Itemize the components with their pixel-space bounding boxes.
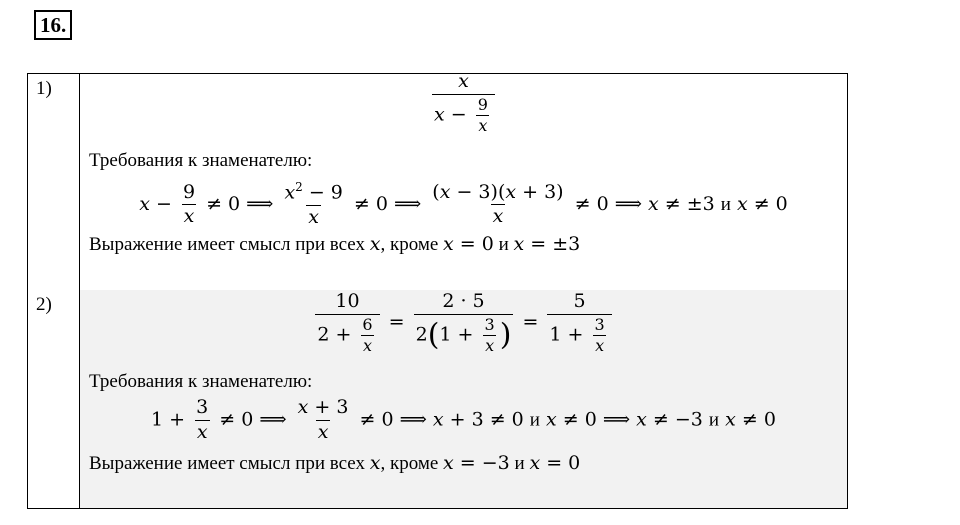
row-label: 1)	[36, 78, 52, 99]
solution-row-2	[28, 290, 847, 508]
row-label: 2)	[36, 294, 52, 315]
solution-table	[27, 70, 848, 509]
requirement-text: Требования к знаменателю:	[89, 150, 313, 171]
row-content-cell	[80, 70, 847, 290]
problem-number: 16.	[34, 10, 72, 40]
row-number-cell	[28, 74, 80, 290]
given-expression: 10 2 + $\frac{6}{x}$ = 2 · 5 2(1 + $\frac{3}{x}$ ) = 5 1 + $\frac{3}{x}$	[80, 290, 847, 356]
row-number-cell	[28, 290, 80, 508]
conclusion-text: Выражение имеет смысл при всех x, кроме x = −3 и x = 0	[89, 452, 581, 474]
derivation-line: x − $\frac{9}{x}$ ≠ 0 ⟹ $\frac{x^2 - 9}{x}$ ≠ 0 ⟹ $\frac{(x - 3)(x + 3)}{x}$ ≠ 0 ⟹ x ≠ ±3 и x ≠ 0	[139, 180, 788, 229]
requirement-text: Требования к знаменателю:	[89, 371, 313, 392]
solution-row-1	[28, 70, 847, 291]
given-expression: x x − $\frac{9}{x}$	[80, 70, 847, 136]
row-content-cell	[80, 290, 847, 508]
derivation-line: 1 + $\frac{3}{x}$ ≠ 0 ⟹ $\frac{x + 3}{x}$ ≠ 0 ⟹ x + 3 ≠ 0 и x ≠ 0 ⟹ x ≠ −3 и x ≠ 0	[151, 396, 776, 443]
conclusion-text: Выражение имеет смысл при всех x, кроме x = 0 и x = ±3	[89, 233, 581, 255]
